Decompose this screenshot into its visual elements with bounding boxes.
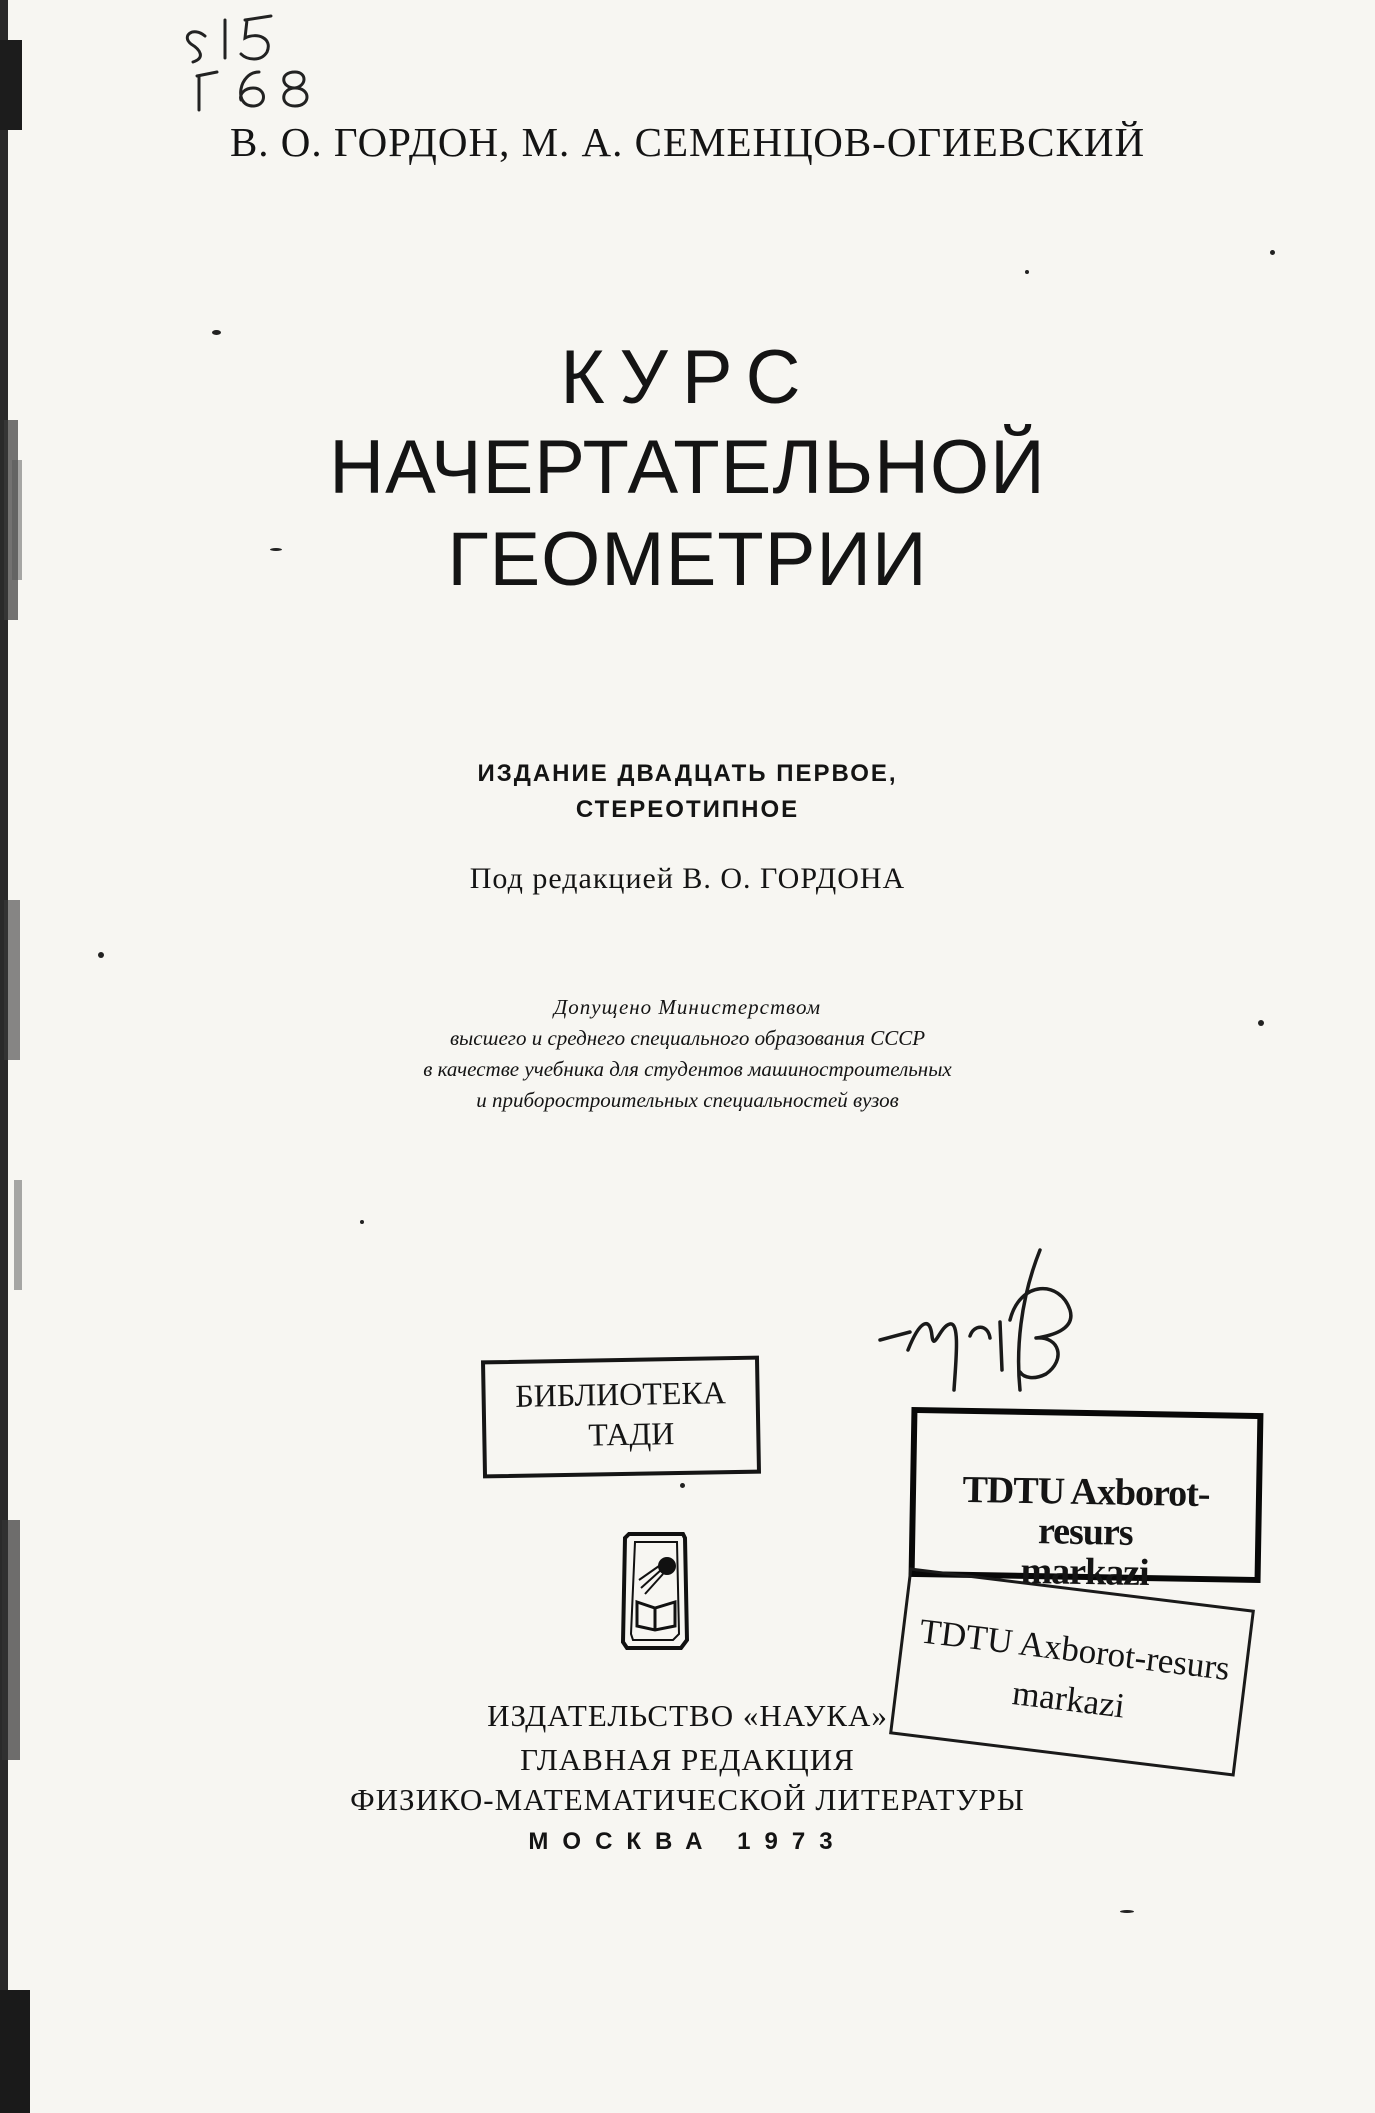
- publisher-logo-icon: [615, 1530, 697, 1652]
- title-line-1: КУРС: [560, 335, 815, 420]
- authors: В. О. ГОРДОН, М. А. СЕМЕНЦОВ-ОГИЕВСКИЙ: [229, 119, 1146, 165]
- handwritten-signature: [870, 1240, 1140, 1420]
- scan-speck: [98, 952, 104, 958]
- library-stamp: [481, 1356, 761, 1479]
- approval-line-1: Допущено Министерством: [553, 995, 822, 1019]
- tdtu-stamp-plain-line-2: markazi: [1010, 1673, 1127, 1726]
- publisher-division: ГЛАВНАЯ РЕДАКЦИЯ: [520, 1742, 855, 1777]
- call-number-handwritten: [175, 6, 365, 116]
- publisher-subject: ФИЗИКО-МАТЕМАТИЧЕСКОЙ ЛИТЕРАТУРЫ: [350, 1782, 1025, 1817]
- tdtu-stamp-bold-line-2: markazi: [1020, 1549, 1150, 1595]
- scan-speck: [680, 1483, 685, 1488]
- tdtu-stamp-plain-line-1: TDTU Axborot-resurs: [917, 1611, 1232, 1689]
- tdtu-stamp-bold-line-1: TDTU Axborot-resurs: [962, 1468, 1210, 1554]
- scan-speck: [1120, 1910, 1134, 1913]
- tdtu-stamp-bold: [909, 1407, 1264, 1595]
- approval-line-3: в качестве учебника для студентов машиностроительных: [423, 1057, 952, 1081]
- scan-speck: [1025, 270, 1029, 274]
- scan-speck: [270, 548, 282, 551]
- edition-line-2: СТЕРЕОТИПНОЕ: [575, 796, 800, 823]
- title-line-3: ГЕОМЕТРИИ: [447, 517, 928, 602]
- city-year: МОСКВА 1973: [528, 1828, 847, 1855]
- library-stamp-line-1: БИБЛИОТЕКА: [515, 1374, 727, 1414]
- scan-speck: [360, 1220, 364, 1224]
- approval-line-4: и приборостроительных специальностей вузов: [476, 1088, 899, 1112]
- approval-line-2: высшего и среднего специального образования СССР: [449, 1026, 926, 1050]
- publisher-name: ИЗДАТЕЛЬСТВО «НАУКА»: [487, 1698, 888, 1733]
- scan-speck: [1270, 250, 1275, 255]
- editor-credit: Под редакцией В. О. ГОРДОНА: [469, 862, 906, 895]
- title-line-2: НАЧЕРТАТЕЛЬНОЙ: [329, 425, 1046, 510]
- library-stamp-line-2: ТАДИ: [587, 1415, 675, 1453]
- edition-line-1: ИЗДАНИЕ ДВАДЦАТЬ ПЕРВОЕ,: [477, 760, 898, 787]
- scan-speck: [212, 330, 221, 335]
- scan-speck: [1258, 1020, 1264, 1026]
